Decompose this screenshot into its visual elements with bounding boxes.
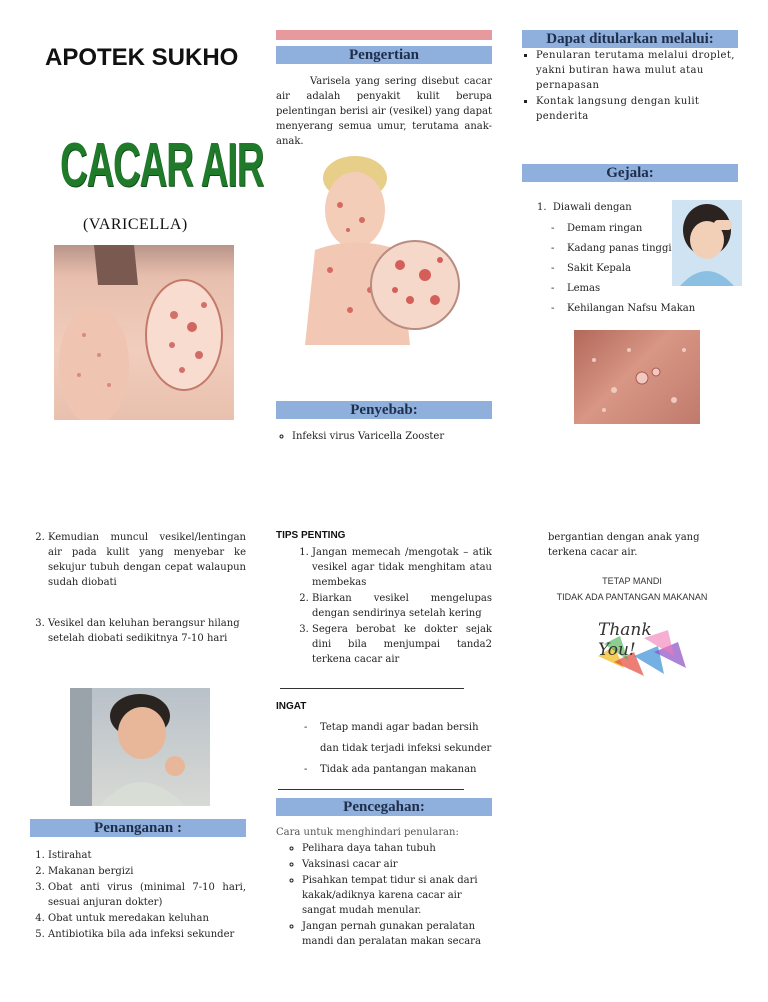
pencegahan-item: ◦ Pelihara daya tahan tubuh: [302, 841, 492, 856]
tips-heading: TIPS PENTING: [276, 530, 346, 541]
gejala-lanjut-item: 3. Vesikel dan keluhan berangsur hilang setelah diobati sedikitnya 7-10 hari: [48, 616, 246, 646]
brand-title: APOTEK SUKHO: [45, 44, 239, 71]
gejala-lanjut-item: 2. Kemudian muncul vesikel/lentingan air pada kulit yang menyebar ke sekujur tubuh dengan cepat walaupun sudah diobati: [48, 530, 246, 590]
penyebab-list: [276, 429, 492, 445]
note-tetap-mandi: TETAP MANDI: [602, 576, 662, 586]
pink-divider-bar: [276, 30, 492, 40]
ingat-list: [304, 720, 494, 777]
penanganan-item: 1. Istirahat: [48, 848, 246, 863]
penyebab-item: ◦ Infeksi virus Varicella Zooster: [292, 429, 492, 444]
pencegahan-heading: Pencegahan:: [276, 798, 492, 816]
gejala-item: - Demam ringan: [551, 221, 677, 236]
vesicle-closeup-image: [574, 330, 700, 424]
penanganan-item: 3. Obat anti virus (minimal 7-10 hari, sesuai anjuran dokter): [48, 880, 246, 910]
cacar-air-logo: CACAR AIR: [60, 131, 264, 200]
penanganan-item: 4. Obat untuk meredakan keluhan: [48, 911, 246, 926]
penularan-list: [522, 48, 738, 125]
gejala-lanjut-list: [30, 530, 246, 647]
pencegahan-continuation: bergantian dengan anak yang terkena cacar air.: [548, 532, 700, 558]
note-pantangan: TIDAK ADA PANTANGAN MAKANAN: [556, 592, 708, 602]
penanganan-heading: Penanganan :: [30, 819, 246, 837]
child-back-rash-image: [54, 245, 234, 420]
tips-item: 1. Jangan memecah /mengotak – atik vesikel agar tidak menghitam atau membekas: [312, 545, 492, 590]
tips-item: 3. Segera berobat ke dokter sejak dini bila menjumpai tanda2 terkena cacar air: [312, 622, 492, 667]
penularan-item: ▪ Kontak langsung dengan kulit penderita: [536, 94, 738, 124]
penanganan-item: 5. Antibiotika bila ada infeksi sekunder: [48, 927, 246, 942]
tips-list: [290, 545, 492, 668]
penyebab-heading: Penyebab:: [276, 401, 492, 419]
penanganan-item: 2. Makanan bergizi: [48, 864, 246, 879]
thank-you-text: Thank You!: [598, 620, 652, 660]
pencegahan-item: ◦ Vaksinasi cacar air: [302, 857, 492, 872]
gejala-item: - Kehilangan Nafsu Makan: [551, 301, 677, 316]
penularan-heading: Dapat ditularkan melalui:: [522, 30, 738, 48]
tips-item: 2. Biarkan vesikel mengelupas dengan sendirinya setelah kering: [312, 591, 492, 621]
pencegahan-list: [286, 841, 492, 950]
penularan-item: ▪ Penularan terutama melalui droplet, yakni butiran hawa mulut atau pernapasan: [536, 48, 738, 93]
gejala-intro: Diawali dengan: [552, 202, 632, 213]
divider-line: [278, 789, 464, 790]
pencegahan-item: ◦ Jangan pernah gunakan peralatan mandi dan peralatan makan secara: [302, 919, 492, 949]
ingat-item-text: Tidak ada pantangan makanan: [320, 764, 477, 775]
thank-you-image: [594, 616, 692, 680]
gejala-heading: Gejala:: [522, 164, 738, 182]
pengertian-text: Varisela yang sering disebut cacar air adalah penyakit kulit berupa pelentingan berisi air (vesikel) yang dapat menyerang semua umur, terutama anak-anak.: [276, 76, 492, 147]
gejala-intro-row: 1. Diawali dengan: [537, 202, 632, 213]
varicella-subtitle: (VARICELLA): [83, 216, 188, 233]
gejala-item: - Kadang panas tinggi: [551, 241, 677, 256]
child-with-rash-image: [300, 150, 465, 345]
gejala-list: [537, 200, 696, 321]
ingat-item-line1: Tetap mandi agar badan bersih: [320, 722, 479, 733]
gejala-item: - Sakit Kepala: [551, 261, 677, 276]
ingat-heading: INGAT: [276, 701, 307, 712]
divider-line: [280, 688, 464, 689]
sick-girl-image: [672, 200, 742, 286]
pencegahan-intro: Cara untuk menghindari penularan:: [276, 827, 459, 838]
ingat-item: - Tetap mandi agar badan bersih: [304, 722, 479, 733]
ingat-item-line2: dan tidak terjadi infeksi sekunder: [320, 743, 492, 754]
pengertian-heading: Pengertian: [276, 46, 492, 64]
penanganan-list: [30, 848, 246, 943]
gejala-item: - Lemas: [551, 281, 677, 296]
ingat-item: - Tidak ada pantangan makanan: [304, 764, 477, 775]
pencegahan-item: ◦ Pisahkan tempat tidur si anak dari kakak/adiknya karena cacar air sangat mudah menular.: [302, 873, 492, 918]
toddler-image: [70, 688, 210, 806]
